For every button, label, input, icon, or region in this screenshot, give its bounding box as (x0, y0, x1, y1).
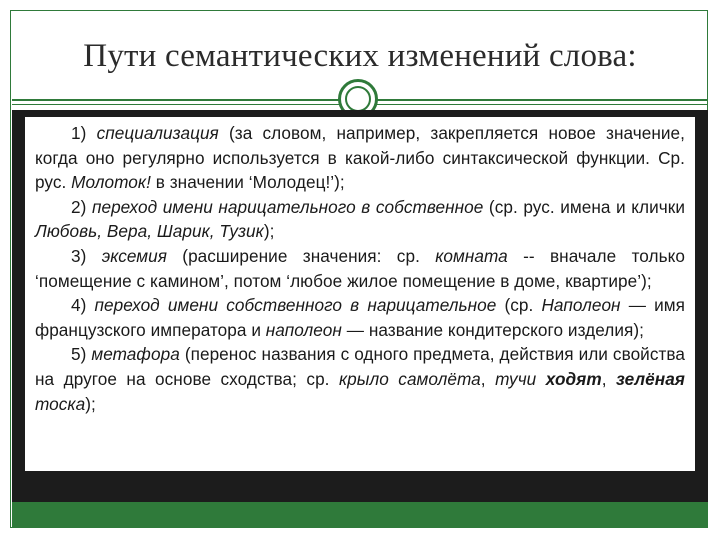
example: Наполеон (541, 295, 621, 316)
example: крыло самолёта (338, 368, 481, 389)
example: зелёная (616, 368, 685, 389)
term-specialization: специализация (96, 123, 219, 143)
term-common-to-proper: переход имени нарицательного в собственное (91, 196, 484, 217)
example: Любовь, Вера, Шарик, Тузик (35, 221, 264, 242)
list-item-4: 4) переход имени собственного в нарицательное (ср. Наполеон — имя французского императора и наполеон — название кондитерского изделия); (35, 295, 685, 340)
footer-bar (12, 502, 708, 528)
list-item-2: 2) переход имени нарицательного в собственное (ср. рус. имена и клички Любовь, Вера, Шарик, Тузик); (35, 196, 685, 242)
scanned-text (25, 117, 695, 471)
example: ходят (545, 368, 602, 389)
example: наполеон (265, 319, 342, 340)
slide-title: Пути семантических изменений слова: (83, 38, 637, 74)
example: тучи (495, 368, 537, 389)
term-proper-to-common: переход имени собственного в нарицательное (94, 295, 497, 316)
example: комната (435, 245, 508, 266)
list-item-1: 1) специализация (за словом, например, закрепляется новое значение, когда оно регулярно используется в какой-либо синтаксической функции. Ср. рус. Молоток! в значении ‘Молодец!’); (35, 123, 685, 193)
example: тоска (35, 393, 86, 414)
list-item-5: 5) метафора (перенос названия с одного предмета, действия или свойства на другое на основе сходства; ср. крыло самолёта, тучи ходят, зелёная тоска); (35, 344, 685, 414)
example: Молоток! (71, 172, 151, 193)
term-metaphor: метафора (91, 344, 180, 365)
term-eksemia: эксемия (101, 245, 167, 266)
list-item-3: 3) эксемия (расширение значения: ср. комната -- вначале только ‘помещение с камином’, потом ‘любое жилое помещение в доме, квартире’); (35, 245, 685, 291)
